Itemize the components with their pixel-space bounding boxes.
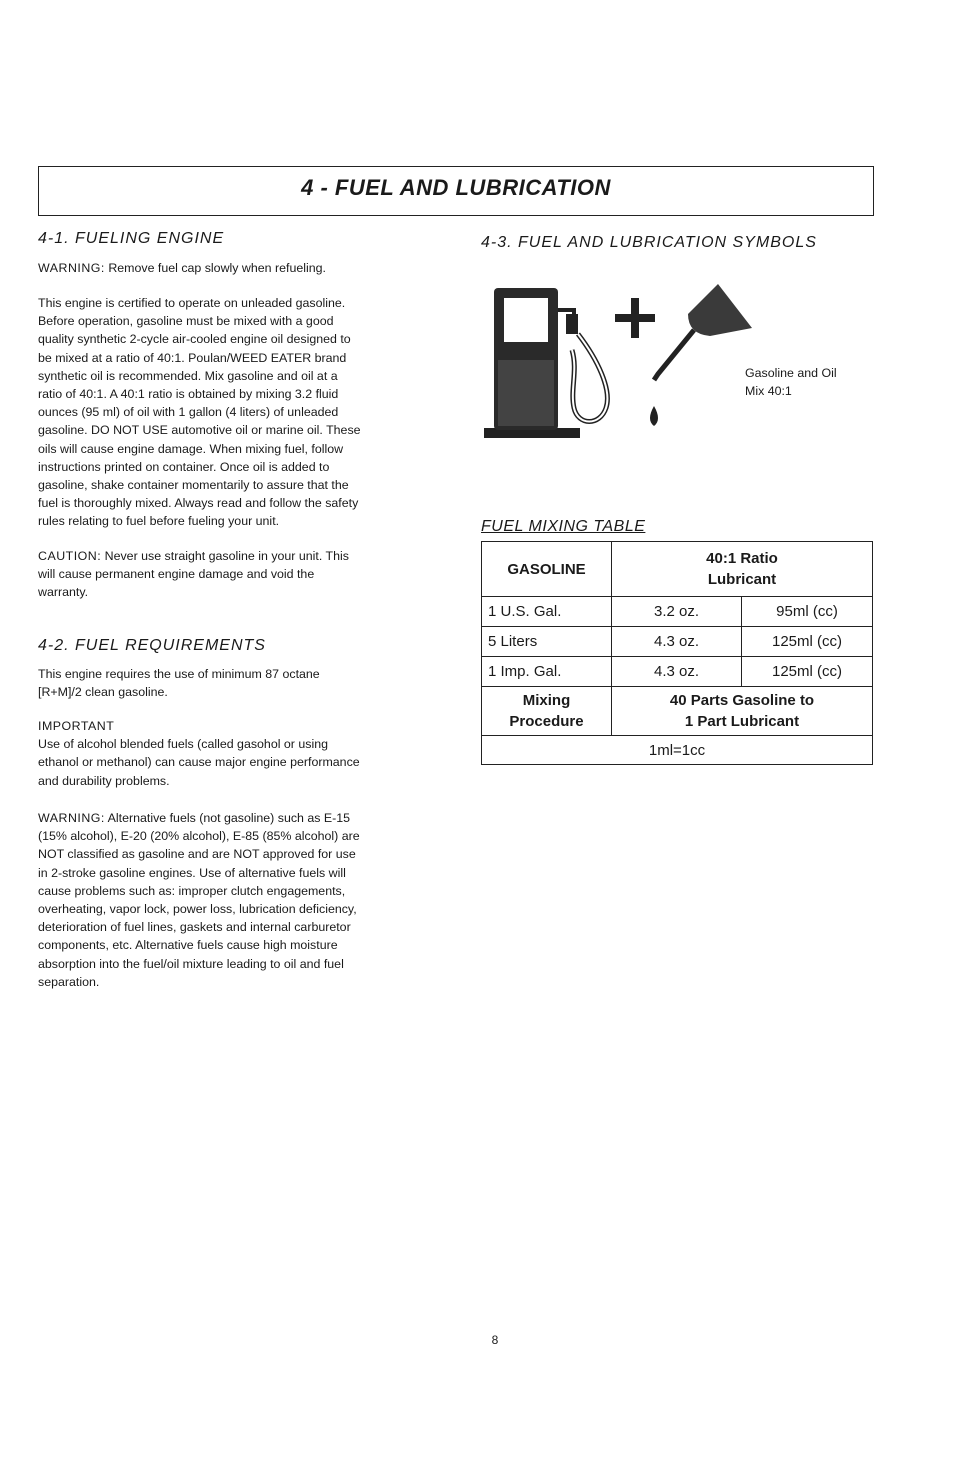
cell-oz: 4.3 oz. xyxy=(612,627,742,657)
body-line: quality synthetic 2-cycle air-cooled engine oil designed to xyxy=(38,332,351,347)
caution-block xyxy=(38,547,349,602)
table-row xyxy=(482,597,873,627)
fuel-oil-symbols xyxy=(482,280,752,440)
body-line: oils will cause engine damage. When mixing fuel, follow xyxy=(38,441,344,456)
mixing-table-title: FUEL MIXING TABLE xyxy=(481,518,646,535)
warning-label: WARNING: xyxy=(38,811,105,825)
requirements-body xyxy=(38,665,320,701)
fuel-requirements-heading: 4-2. FUEL REQUIREMENTS xyxy=(38,637,266,654)
body-line: gasoline, shake container momentarily to assure that the xyxy=(38,478,349,493)
fueling-body xyxy=(38,294,361,531)
oil-can-icon xyxy=(650,284,752,426)
fueling-engine-heading: 4-1. FUELING ENGINE xyxy=(38,230,225,247)
header-gasoline: GASOLINE xyxy=(482,542,612,597)
caution-line: warranty. xyxy=(38,585,89,600)
symbol-caption-line: Mix 40:1 xyxy=(745,384,792,398)
caution-line: will cause permanent engine damage and void the xyxy=(38,567,315,582)
warning-line: (15% alcohol), E-20 (20% alcohol), E-85 (85% alcohol) are xyxy=(38,829,360,844)
warning-line: NOT classified as gasoline and are NOT approved for use xyxy=(38,847,356,862)
warning-line: components, etc. Alternative fuels cause high moisture xyxy=(38,938,338,953)
caution-line: Never use straight gasoline in your unit. This xyxy=(101,549,349,563)
important-label: IMPORTANT xyxy=(38,719,115,733)
body-line: ratio of 40:1. A 40:1 ratio is obtained by mixing 3.2 fluid xyxy=(38,387,339,402)
body-line: rules relating to fuel before fueling your unit. xyxy=(38,514,280,529)
fueling-warning xyxy=(38,259,326,277)
warning-line: separation. xyxy=(38,974,100,989)
cell-ml: 125ml (cc) xyxy=(742,627,873,657)
body-line: This engine is certified to operate on unleaded gasoline. xyxy=(38,296,346,310)
header-ratio-line: Lubricant xyxy=(707,571,777,588)
important-line: and durability problems. xyxy=(38,773,170,788)
symbols-heading: 4-3. FUEL AND LUBRICATION SYMBOLS xyxy=(481,234,817,251)
table-row xyxy=(482,627,873,657)
symbol-caption-line: Gasoline and Oil xyxy=(745,366,837,380)
requirements-line: This engine requires the use of minimum 87 octane xyxy=(38,667,320,681)
warning-label: WARNING: xyxy=(38,261,105,275)
cell-gasoline: 1 U.S. Gal. xyxy=(482,597,612,627)
warning-line: overheating, vapor lock, power loss, lubrication deficiency, xyxy=(38,902,357,917)
warning-text: Remove fuel cap slowly when refueling. xyxy=(104,261,326,275)
procedure-label-line: Procedure xyxy=(509,713,584,730)
body-line: gasoline. DO NOT USE automotive oil or marine oil. These xyxy=(38,423,361,438)
body-line: synthetic oil is recommended. Mix gasoline and oil at a xyxy=(38,368,338,383)
header-ratio-line: 40:1 Ratio xyxy=(706,550,778,567)
plus-icon xyxy=(615,298,655,338)
symbol-caption xyxy=(745,364,837,400)
warning-line: cause problems such as: improper clutch engagements, xyxy=(38,883,346,898)
cell-oz: 4.3 oz. xyxy=(612,657,742,687)
procedure-value-line: 1 Part Lubricant xyxy=(684,713,800,730)
body-line: ounces (95 ml) of oil with 1 gallon (4 liters) of unleaded xyxy=(38,405,339,420)
important-block xyxy=(38,717,360,790)
cell-oz: 3.2 oz. xyxy=(612,597,742,627)
alt-fuel-warning-block xyxy=(38,809,360,991)
body-line: instructions printed on container. Once oil is added to xyxy=(38,459,330,474)
fuel-mixing-table xyxy=(481,541,873,765)
procedure-label-line: Mixing xyxy=(522,692,571,709)
warning-line: Alternative fuels (not gasoline) such as E-15 xyxy=(104,811,351,825)
cell-ml: 95ml (cc) xyxy=(742,597,873,627)
requirements-line: [R+M]/2 clean gasoline. xyxy=(38,685,168,700)
table-row xyxy=(482,657,873,687)
procedure-label xyxy=(482,687,612,736)
caution-label: CAUTION: xyxy=(38,549,102,563)
cell-gasoline: 5 Liters xyxy=(482,627,612,657)
page-number: 8 xyxy=(491,1333,499,1347)
body-line: fuel is thoroughly mixed. Always read and follow the safety xyxy=(38,496,359,511)
conversion-note: 1ml=1cc xyxy=(482,736,873,765)
chapter-title: 4 - FUEL AND LUBRICATION xyxy=(301,175,611,200)
procedure-value-line: 40 Parts Gasoline to xyxy=(669,692,815,709)
important-line: Use of alcohol blended fuels (called gasohol or using xyxy=(38,737,328,752)
body-line: be mixed at a ratio of 40:1. Poulan/WEED EATER brand xyxy=(38,350,347,365)
important-line: ethanol or methanol) can cause major engine performance xyxy=(38,755,360,770)
warning-line: deterioration of fuel lines, gaskets and internal carburetor xyxy=(38,920,351,935)
warning-line: in 2-stroke gasoline engines. Use of alternative fuels will xyxy=(38,865,346,880)
cell-ml: 125ml (cc) xyxy=(742,657,873,687)
warning-line: absorption into the fuel/oil mixture leading to oil and fuel xyxy=(38,956,344,971)
procedure-value xyxy=(612,687,873,736)
cell-gasoline: 1 Imp. Gal. xyxy=(482,657,612,687)
chapter-header-box xyxy=(38,166,874,216)
body-line: Before operation, gasoline must be mixed with a good xyxy=(38,314,334,329)
header-ratio xyxy=(612,542,873,597)
fuel-pump-icon xyxy=(484,288,607,438)
